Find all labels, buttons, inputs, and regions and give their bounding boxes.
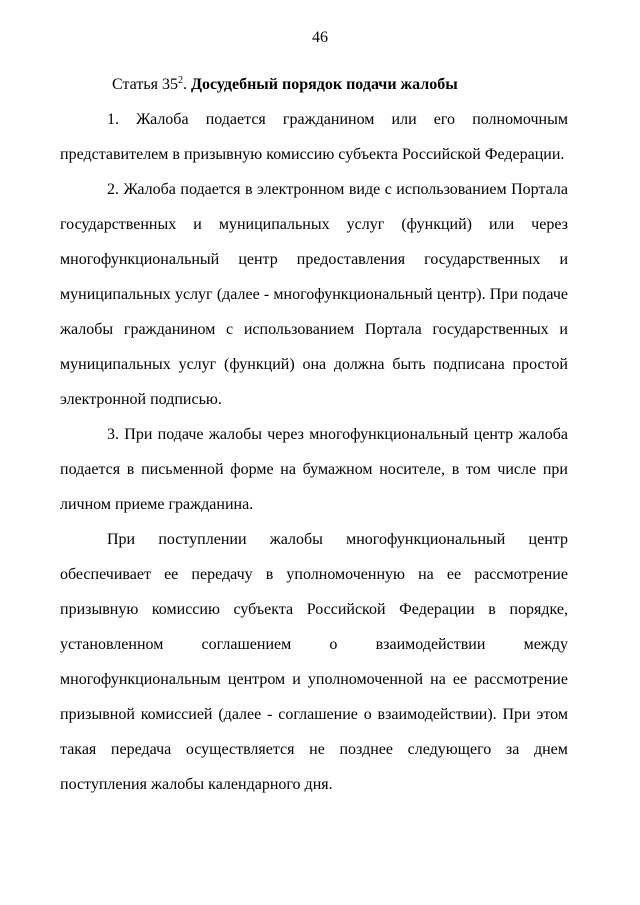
word: подаче — [522, 286, 568, 303]
word: простой — [512, 356, 568, 373]
word: рассмотрение — [474, 671, 568, 688]
paragraph-1-line-2 — [60, 137, 568, 172]
word: многофункциональный — [346, 531, 506, 548]
word: или — [489, 216, 515, 233]
word: личном — [60, 496, 111, 513]
word: в — [126, 461, 135, 478]
word: Федерации. — [484, 146, 565, 163]
paragraph-4-line-2 — [60, 557, 568, 592]
word: поступления — [60, 776, 147, 793]
word: виде — [348, 181, 381, 198]
word: приеме — [114, 496, 165, 513]
word: Жалоба — [123, 181, 176, 198]
word: муниципальных — [60, 286, 171, 303]
word: субъекта — [233, 601, 294, 618]
word: с — [384, 181, 392, 198]
word: взаимодействии — [375, 636, 486, 653]
word: Портала — [511, 181, 568, 198]
word: полномочным — [472, 111, 568, 128]
word: или — [391, 111, 417, 128]
word: - — [263, 286, 270, 303]
word: услуг — [346, 216, 385, 233]
word: быть — [392, 356, 426, 373]
word: комиссию — [151, 601, 220, 618]
article-number: Статья 35 — [112, 76, 178, 93]
word: уполномоченную — [286, 566, 405, 583]
word: календарного — [208, 776, 301, 793]
word: носителе, — [379, 461, 446, 478]
word: и — [559, 251, 568, 268]
word: использованием — [396, 181, 507, 198]
word: и — [559, 321, 568, 338]
word: многофункциональный — [309, 426, 469, 443]
word: не — [309, 741, 325, 758]
word: государственных — [424, 251, 541, 268]
paragraph-2-line-6 — [60, 347, 568, 382]
word: рассмотрение — [474, 566, 568, 583]
word: Портала — [364, 321, 422, 338]
word: (функций) — [224, 356, 295, 373]
word: том — [466, 461, 491, 478]
word: использованием — [243, 321, 355, 338]
word: с — [226, 321, 234, 338]
word: подается — [205, 111, 266, 128]
word: взаимодействии). — [377, 706, 497, 723]
word: подается — [60, 461, 121, 478]
word: многофункциональный — [60, 251, 220, 268]
word: на — [280, 461, 296, 478]
paragraph-3-line-1 — [60, 417, 568, 452]
word: подается — [180, 181, 241, 198]
word: ее — [446, 566, 462, 583]
word: порядке, — [509, 601, 568, 618]
word: центр — [238, 251, 278, 268]
word: предоставления — [296, 251, 406, 268]
word: жалоба — [518, 426, 568, 443]
word: осуществляется — [185, 741, 295, 758]
word: 3. — [107, 426, 119, 443]
word: в — [244, 181, 253, 198]
word: представителем — [60, 146, 169, 163]
word: подписью. — [150, 391, 222, 408]
word: призывной — [60, 706, 135, 723]
word: жалобы — [269, 531, 323, 548]
word: соглашением — [201, 636, 292, 653]
paragraph-2-line-1 — [60, 172, 568, 207]
paragraph-4-line-8 — [60, 767, 568, 802]
word: центр — [528, 531, 568, 548]
word: гражданином — [282, 111, 375, 128]
paragraph-2-line-4 — [60, 277, 568, 312]
word: установленном — [60, 636, 164, 653]
word: субъекта — [338, 146, 398, 163]
paragraphs — [60, 102, 568, 802]
word: поступлении — [158, 531, 247, 548]
paragraph-3-line-3 — [60, 487, 568, 522]
word: электронном — [257, 181, 345, 198]
word: центр). — [436, 286, 486, 303]
word: днем — [533, 741, 568, 758]
paragraph-3-line-2 — [60, 452, 568, 487]
word: центром — [227, 671, 286, 688]
word: услуг — [174, 286, 213, 303]
word: через — [267, 426, 304, 443]
word: между — [523, 636, 568, 653]
word: Российской — [306, 601, 386, 618]
word: должна — [333, 356, 385, 373]
word: гражданина. — [168, 496, 254, 513]
word: в — [172, 146, 180, 163]
word: при — [542, 461, 568, 478]
paragraph-4-line-3 — [60, 592, 568, 627]
article-heading — [60, 67, 568, 102]
article-title: Досудебный порядок подачи жалобы — [190, 76, 458, 93]
word: призывную — [183, 146, 263, 163]
word: жалобы — [60, 321, 114, 338]
word: ее — [164, 566, 179, 583]
word: через — [531, 216, 568, 233]
word: При — [489, 286, 518, 303]
heading-separator: . — [182, 76, 191, 93]
word: на — [430, 671, 446, 688]
word: форме — [230, 461, 274, 478]
word: муниципальных — [218, 216, 330, 233]
word: за — [505, 741, 520, 758]
word: (далее — [218, 706, 262, 723]
word: жалобы — [150, 776, 205, 793]
word: Жалоба — [136, 111, 189, 128]
word: Российской — [401, 146, 481, 163]
word: уполномоченной — [307, 671, 424, 688]
word: При — [124, 426, 153, 443]
word: комиссию — [266, 146, 335, 163]
paragraph-4-line-7 — [60, 732, 568, 767]
word: и — [292, 671, 301, 688]
word: многофункциональным — [60, 671, 221, 688]
word: - — [267, 706, 273, 723]
word: следующего — [407, 741, 492, 758]
paragraph-2-line-7 — [60, 382, 568, 417]
word: (функций) — [401, 216, 472, 233]
word: призывную — [60, 601, 139, 618]
word: При — [502, 706, 531, 723]
word: на — [418, 566, 434, 583]
word: письменной — [141, 461, 224, 478]
word: в — [451, 461, 460, 478]
paragraph-4-line-4 — [60, 627, 568, 662]
word: о — [329, 636, 338, 653]
word: и — [193, 216, 202, 233]
page-number: 46 — [312, 29, 328, 46]
word: Федерации — [399, 601, 475, 618]
word: муниципальных — [60, 356, 171, 373]
paragraph-2-line-3 — [60, 242, 568, 277]
word: обеспечивает — [60, 566, 151, 583]
paragraph-2-line-2 — [60, 207, 568, 242]
word: услуг — [178, 356, 217, 373]
article-number-superscript: 2 — [177, 75, 183, 86]
word: 1. — [107, 111, 119, 128]
word: комиссией — [140, 706, 213, 723]
word: подаче — [157, 426, 204, 443]
word: (далее — [216, 286, 260, 303]
paragraph-4-line-5 — [60, 662, 568, 697]
word: о — [363, 706, 372, 723]
word: дня. — [304, 776, 333, 793]
word: такая — [60, 741, 97, 758]
article-text — [60, 67, 568, 802]
word: в — [265, 566, 274, 583]
word: государственных — [432, 321, 549, 338]
word: этом — [536, 706, 568, 723]
paragraph-1-line-1 — [60, 102, 568, 137]
word: центр — [473, 426, 514, 443]
word: государственных — [60, 216, 177, 233]
paragraph-2-line-5 — [60, 312, 568, 347]
word: передача — [110, 741, 172, 758]
word: в — [488, 601, 496, 618]
word: бумажном — [302, 461, 373, 478]
word: она — [302, 356, 327, 373]
word: числе — [497, 461, 537, 478]
word: передачу — [191, 566, 253, 583]
word: ее — [452, 671, 468, 688]
word: гражданином — [123, 321, 216, 338]
word: электронной — [60, 391, 147, 408]
word: соглашение — [278, 706, 358, 723]
word: При — [107, 531, 136, 548]
word: подписана — [433, 356, 505, 373]
paragraph-4-line-1 — [60, 522, 568, 557]
word: жалобы — [208, 426, 262, 443]
word: 2. — [107, 181, 119, 198]
word: многофункциональный — [273, 286, 433, 303]
word: позднее — [339, 741, 393, 758]
word: его — [433, 111, 456, 128]
paragraph-4-line-6 — [60, 697, 568, 732]
